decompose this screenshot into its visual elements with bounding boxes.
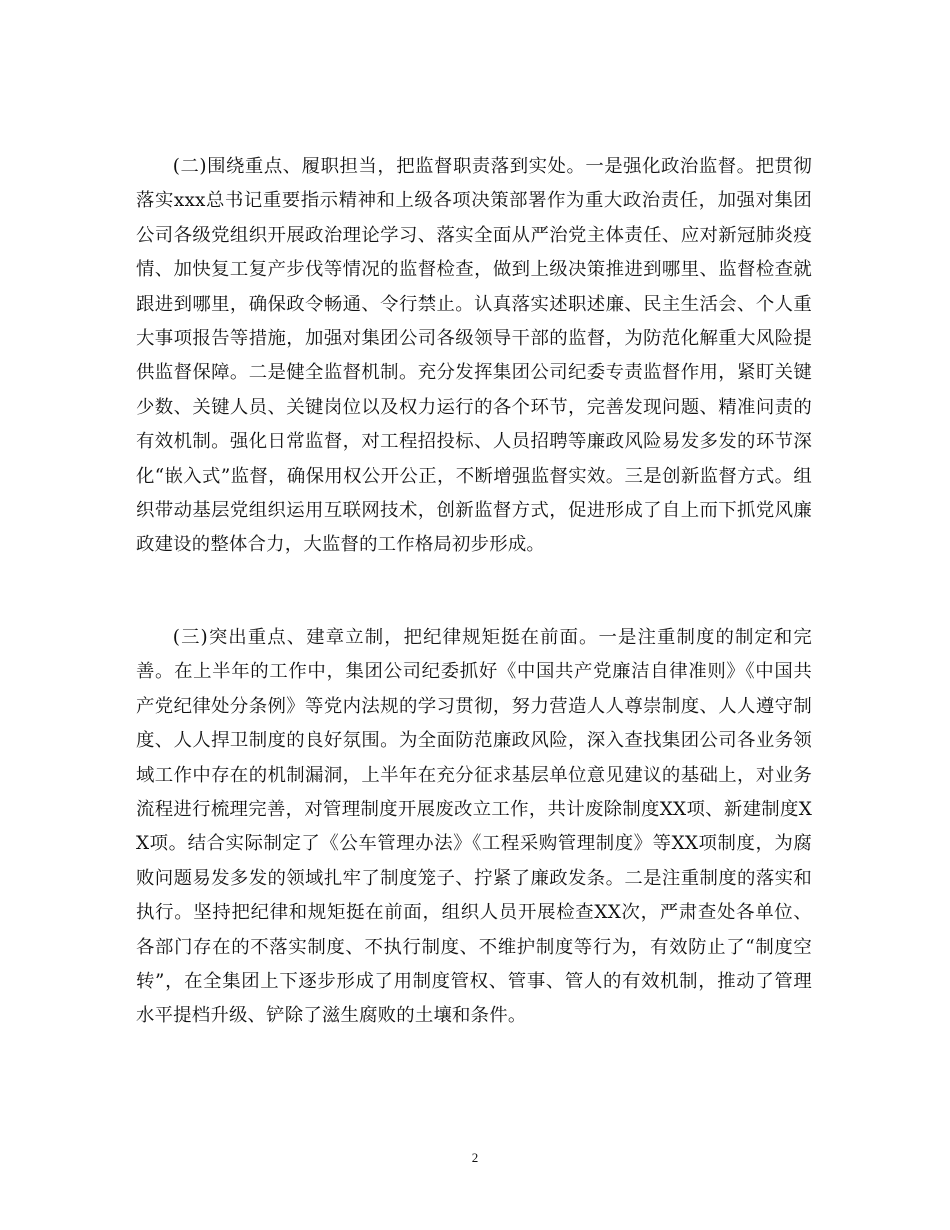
page-number: 2 bbox=[471, 1150, 479, 1165]
paragraph-section-three: (三)突出重点、建章立制，把纪律规矩挺在前面。一是注重制度的制定和完善。在上半年的工作中，集团公司纪委抓好《中国共产党廉洁自律准则》《中国共产党纪律处分条例》等党内法规的学习贯彻，努力营造人人尊崇制度、人人遵守制度、人人捍卫制度的良好氛围。为全面防范廉政风险，深入查找集团公司各业务领域工作中存在的机制漏洞，上半年在充分征求基层单位意见建议的基础上，对业务流程进行梳理完善，对管理制度开展废改立工作，共计废除制度XX项、新建制度XX项。结合实际制定了《公车管理办法》《工程采购管理制度》等XX项制度，为腐败问题易发多发的领域扎牢了制度笼子、拧紧了廉政发条。二是注重制度的落实和执行。坚持把纪律和规矩挺在前面，组织人员开展检查XX次，严肃查处各单位、各部门存在的不落实制度、不执行制度、不维护制度等行为，有效防止了“制度空转”，在全集团上下逐步形成了用制度管权、管事、管人的有效机制，推动了管理水平提档升级、铲除了滋生腐败的土壤和条件。 bbox=[136, 627, 812, 1027]
paragraph-section-two: (二)围绕重点、履职担当，把监督职责落到实处。一是强化政治监督。把贯彻落实xxx总书记重要指示精神和上级各项决策部署作为重大政治责任，加强对集团公司各级党组织开展政治理论学习、落实全面从严治党主体责任、应对新冠肺炎疫情、加快复工复产步伐等情况的监督检查，做到上级决策推进到哪里、监督检查就跟进到哪里，确保政令畅通、令行禁止。认真落实述职述廉、民主生活会、个人重大事项报告等措施，加强对集团公司各级领导干部的监督，为防范化解重大风险提供监督保障。二是健全监督机制。充分发挥集团公司纪委专责监督作用，紧盯关键少数、关键人员、关键岗位以及权力运行的各个环节，完善发现问题、精准问责的有效机制。强化日常监督，对工程招投标、人员招聘等廉政风险易发多发的环节深化“嵌入式”监督，确保用权公开公正，不断增强监督实效。三是创新监督方式。组织带动基层党组织运用互联网技术，创新监督方式，促进形成了自上而下抓党风廉政建设的整体合力，大监督的工作格局初步形成。 bbox=[136, 156, 812, 556]
